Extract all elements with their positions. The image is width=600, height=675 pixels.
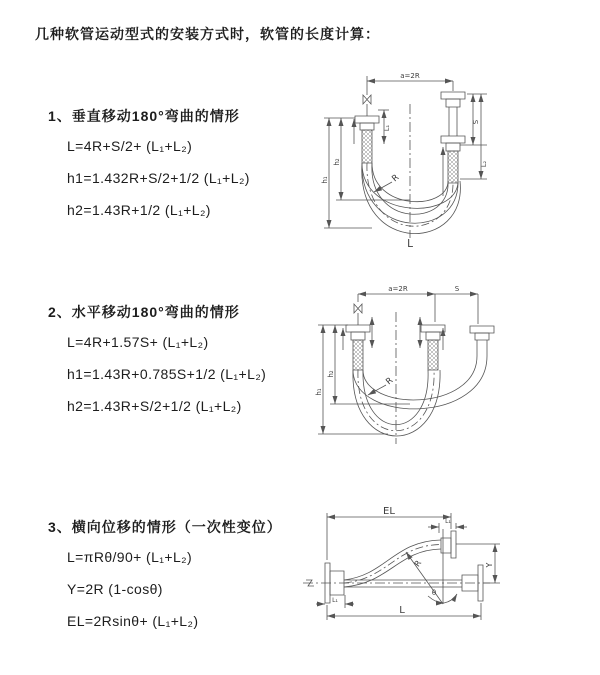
- section3-formula-el: EL=2Rsinθ+ (L₁+L₂): [67, 613, 199, 629]
- d2-hose-arcs: [353, 356, 487, 436]
- section1-formula-h2: h2=1.43R+1/2 (L₁+L₂): [67, 202, 211, 218]
- d2-valve-icon: [354, 304, 362, 313]
- d2-label-s: S: [454, 285, 460, 293]
- section2-formula-h1: h1=1.43R+0.785S+1/2 (L₁+L₂): [67, 366, 267, 382]
- d1-valve-icon: [363, 95, 371, 104]
- d2-label-h2: h₂: [327, 370, 335, 378]
- d2-braid-middle: [428, 340, 438, 370]
- d2-label-a2r: a=2R: [388, 285, 408, 293]
- section1-heading: 1、垂直移动180°弯曲的情形: [48, 108, 240, 124]
- d2-drawing: [318, 294, 494, 444]
- d1-braid-left: [362, 130, 372, 163]
- d1-label-a2r: a=2R: [400, 72, 420, 80]
- section3-formula-y: Y=2R (1-cosθ): [67, 581, 163, 597]
- d3-label-l1-bottom: L₁: [332, 597, 338, 604]
- d1-label-s: S: [472, 119, 480, 125]
- d3-label-l1-top: L₁: [445, 518, 451, 525]
- d1-braid-right: [448, 151, 458, 183]
- diagram1-svg: [310, 68, 600, 263]
- d3-label-theta: θ: [431, 589, 437, 597]
- diagram-lateral-displacement: [298, 503, 598, 658]
- d3-labels: [332, 506, 494, 616]
- d1-label-r: R: [390, 172, 402, 185]
- diagram3-svg: [298, 503, 598, 658]
- d3-label-y: Y: [485, 562, 494, 568]
- page-title: 几种软管运动型式的安装方式时，软管的长度计算：: [35, 26, 380, 42]
- d2-label-r: R: [384, 375, 396, 388]
- d2-label-h1: h₁: [315, 388, 323, 396]
- section2-formula-h2: h2=1.43R+S/2+1/2 (L₁+L₂): [67, 398, 242, 414]
- d1-drawing: [324, 76, 487, 238]
- d1-label-l1: L₁: [383, 124, 391, 132]
- d1-hose-arcs: [362, 163, 461, 234]
- section3-formula-l: L=πRθ/90+ (L₁+L₂): [67, 549, 193, 565]
- section1-formula-l: L=4R+S/2+ (L₁+L₂): [67, 138, 193, 154]
- d2-braid-left: [353, 340, 363, 370]
- d1-label-h1: h₁: [321, 176, 329, 184]
- d1-label-l2: L₂: [480, 160, 488, 168]
- section2-formula-l: L=4R+1.57S+ (L₁+L₂): [67, 334, 209, 350]
- d3-label-el: EL: [383, 506, 395, 517]
- diagram2-svg: [310, 282, 600, 462]
- section1-formula-h1: h1=1.432R+S/2+1/2 (L₁+L₂): [67, 170, 250, 186]
- section3-heading: 3、横向位移的情形（一次性变位）: [48, 519, 282, 535]
- d3-label-l: L: [399, 605, 405, 616]
- d3-label-r: R: [412, 558, 424, 569]
- section2-heading: 2、水平移动180°弯曲的情形: [48, 304, 240, 320]
- d1-label-h2: h₂: [333, 158, 341, 166]
- diagram-vertical-180-bend: [310, 68, 600, 263]
- diagram-horizontal-180-bend: [310, 282, 600, 462]
- d1-label-l: L: [407, 238, 413, 250]
